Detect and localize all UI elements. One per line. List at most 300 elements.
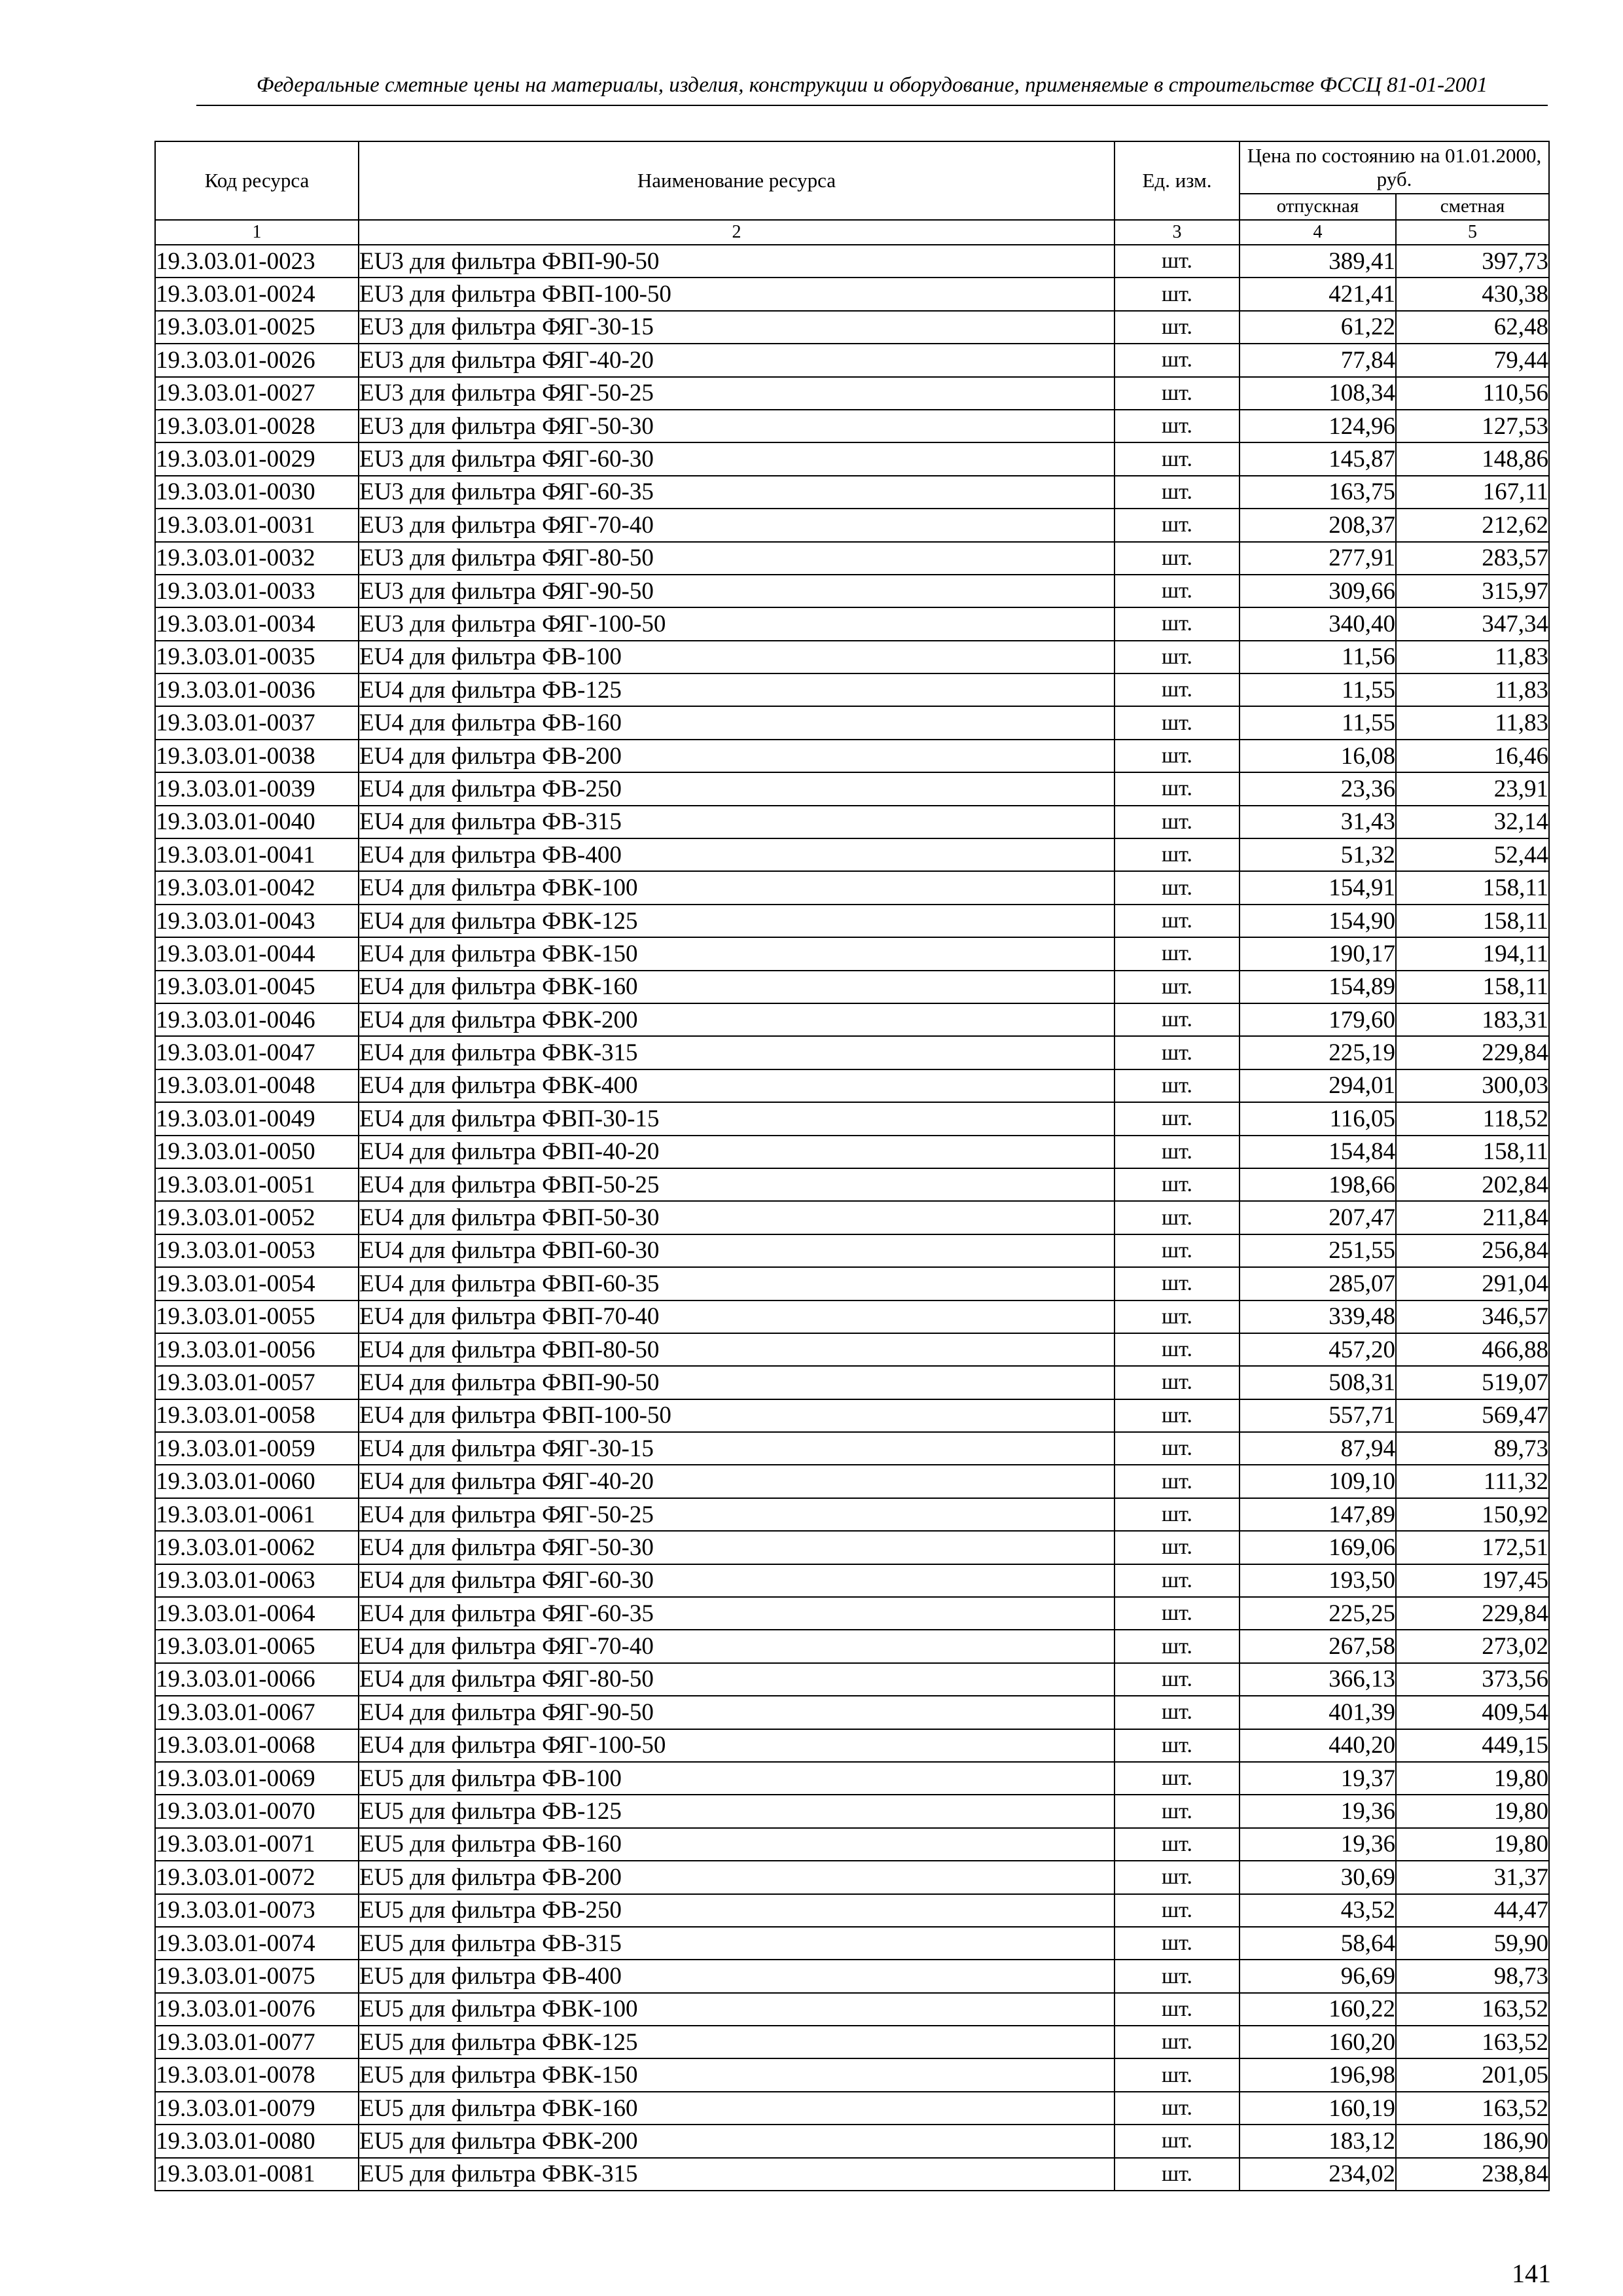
price-release: 234,02	[1240, 2158, 1396, 2191]
resource-code: 19.3.03.01-0039	[155, 772, 359, 805]
col-name-header: Наименование ресурса	[359, 141, 1115, 220]
resource-code: 19.3.03.01-0067	[155, 1696, 359, 1729]
col-number: 3	[1115, 220, 1240, 245]
resource-name: EU4 для фильтра ФЯГ-60-30	[359, 1564, 1115, 1597]
resource-name: EU3 для фильтра ФЯГ-70-40	[359, 509, 1115, 541]
table-row	[155, 1201, 1549, 1234]
table-row	[155, 772, 1549, 805]
price-release: 30,69	[1240, 1861, 1396, 1893]
price-estimate: 172,51	[1396, 1531, 1549, 1564]
price-estimate: 163,52	[1396, 2026, 1549, 2058]
table-row	[155, 1894, 1549, 1927]
unit: шт.	[1115, 377, 1240, 410]
price-release: 401,39	[1240, 1696, 1396, 1729]
unit: шт.	[1115, 905, 1240, 937]
unit: шт.	[1115, 1136, 1240, 1168]
resource-code: 19.3.03.01-0030	[155, 476, 359, 509]
price-release: 58,64	[1240, 1927, 1396, 1960]
resource-name: EU4 для фильтра ФВК-125	[359, 905, 1115, 937]
resource-name: EU3 для фильтра ФВП-100-50	[359, 278, 1115, 310]
price-release: 87,94	[1240, 1432, 1396, 1465]
table-row	[155, 1663, 1549, 1696]
price-release: 421,41	[1240, 278, 1396, 310]
resource-name: EU4 для фильтра ФЯГ-50-25	[359, 1498, 1115, 1531]
price-release: 389,41	[1240, 245, 1396, 278]
unit: шт.	[1115, 1927, 1240, 1960]
col-code-header: Код ресурса	[155, 141, 359, 220]
price-estimate: 347,34	[1396, 607, 1549, 640]
resource-name: EU4 для фильтра ФВП-90-50	[359, 1366, 1115, 1399]
resource-code: 19.3.03.01-0063	[155, 1564, 359, 1597]
price-estimate: 148,86	[1396, 442, 1549, 475]
price-estimate: 167,11	[1396, 476, 1549, 509]
unit: шт.	[1115, 1366, 1240, 1399]
price-release: 154,91	[1240, 871, 1396, 904]
price-estimate: 19,80	[1396, 1762, 1549, 1795]
unit: шт.	[1115, 2026, 1240, 2058]
price-estimate: 315,97	[1396, 575, 1549, 607]
table-row	[155, 509, 1549, 541]
unit: шт.	[1115, 1498, 1240, 1531]
unit: шт.	[1115, 1960, 1240, 1992]
table-row	[155, 673, 1549, 706]
price-estimate: 127,53	[1396, 410, 1549, 442]
resource-code: 19.3.03.01-0068	[155, 1729, 359, 1762]
resource-code: 19.3.03.01-0058	[155, 1399, 359, 1432]
resource-name: EU4 для фильтра ФВК-150	[359, 937, 1115, 970]
resource-name: EU5 для фильтра ФВ-160	[359, 1828, 1115, 1861]
table-row	[155, 871, 1549, 904]
resource-name: EU4 для фильтра ФВП-100-50	[359, 1399, 1115, 1432]
table-row	[155, 1036, 1549, 1069]
resource-name: EU4 для фильтра ФВП-80-50	[359, 1333, 1115, 1366]
table-row	[155, 2026, 1549, 2058]
unit: шт.	[1115, 1300, 1240, 1333]
price-estimate: 11,83	[1396, 706, 1549, 739]
table-row	[155, 1069, 1549, 1102]
price-release: 61,22	[1240, 311, 1396, 344]
resource-name: EU5 для фильтра ФВК-100	[359, 1993, 1115, 2026]
resource-name: EU4 для фильтра ФЯГ-60-35	[359, 1597, 1115, 1630]
table-row	[155, 838, 1549, 871]
table-row	[155, 442, 1549, 475]
table-row	[155, 1861, 1549, 1893]
resource-code: 19.3.03.01-0036	[155, 673, 359, 706]
unit: шт.	[1115, 542, 1240, 575]
resource-name: EU4 для фильтра ФВ-400	[359, 838, 1115, 871]
table-row	[155, 905, 1549, 937]
price-release: 19,36	[1240, 1828, 1396, 1861]
price-estimate: 31,37	[1396, 1861, 1549, 1893]
resource-code: 19.3.03.01-0044	[155, 937, 359, 970]
unit: шт.	[1115, 937, 1240, 970]
price-estimate: 466,88	[1396, 1333, 1549, 1366]
unit: шт.	[1115, 1663, 1240, 1696]
price-table	[154, 141, 1550, 2191]
table-row	[155, 1136, 1549, 1168]
price-estimate: 59,90	[1396, 1927, 1549, 1960]
price-estimate: 229,84	[1396, 1036, 1549, 1069]
table-row	[155, 542, 1549, 575]
resource-name: EU4 для фильтра ФВ-250	[359, 772, 1115, 805]
price-estimate: 283,57	[1396, 542, 1549, 575]
resource-code: 19.3.03.01-0075	[155, 1960, 359, 1992]
price-release: 285,07	[1240, 1267, 1396, 1300]
price-release: 160,22	[1240, 1993, 1396, 2026]
resource-code: 19.3.03.01-0065	[155, 1630, 359, 1662]
price-release: 294,01	[1240, 1069, 1396, 1102]
resource-name: EU3 для фильтра ФЯГ-30-15	[359, 311, 1115, 344]
table-row	[155, 1102, 1549, 1135]
table-row	[155, 1630, 1549, 1662]
unit: шт.	[1115, 1630, 1240, 1662]
price-release: 169,06	[1240, 1531, 1396, 1564]
price-release: 19,36	[1240, 1795, 1396, 1827]
price-estimate: 430,38	[1396, 278, 1549, 310]
table-row	[155, 1465, 1549, 1498]
unit: шт.	[1115, 971, 1240, 1003]
price-estimate: 273,02	[1396, 1630, 1549, 1662]
resource-name: EU3 для фильтра ФЯГ-100-50	[359, 607, 1115, 640]
unit: шт.	[1115, 2092, 1240, 2125]
price-estimate: 238,84	[1396, 2158, 1549, 2191]
resource-code: 19.3.03.01-0059	[155, 1432, 359, 1465]
resource-name: EU4 для фильтра ФВК-400	[359, 1069, 1115, 1102]
price-release: 251,55	[1240, 1234, 1396, 1267]
resource-code: 19.3.03.01-0053	[155, 1234, 359, 1267]
resource-code: 19.3.03.01-0079	[155, 2092, 359, 2125]
resource-name: EU4 для фильтра ФВ-125	[359, 673, 1115, 706]
resource-name: EU3 для фильтра ФЯГ-50-30	[359, 410, 1115, 442]
table-row	[155, 1696, 1549, 1729]
resource-code: 19.3.03.01-0064	[155, 1597, 359, 1630]
table-row	[155, 1399, 1549, 1432]
price-estimate: 163,52	[1396, 2092, 1549, 2125]
resource-name: EU5 для фильтра ФВК-160	[359, 2092, 1115, 2125]
unit: шт.	[1115, 278, 1240, 310]
resource-code: 19.3.03.01-0041	[155, 838, 359, 871]
price-release: 508,31	[1240, 1366, 1396, 1399]
table-row	[155, 1993, 1549, 2026]
unit: шт.	[1115, 2058, 1240, 2091]
unit: шт.	[1115, 476, 1240, 509]
unit: шт.	[1115, 1003, 1240, 1036]
resource-name: EU3 для фильтра ФЯГ-60-30	[359, 442, 1115, 475]
unit: шт.	[1115, 740, 1240, 772]
resource-name: EU4 для фильтра ФВК-315	[359, 1036, 1115, 1069]
table-row	[155, 706, 1549, 739]
unit: шт.	[1115, 1333, 1240, 1366]
price-estimate: 569,47	[1396, 1399, 1549, 1432]
price-estimate: 11,83	[1396, 673, 1549, 706]
resource-code: 19.3.03.01-0072	[155, 1861, 359, 1893]
resource-code: 19.3.03.01-0077	[155, 2026, 359, 2058]
price-estimate: 197,45	[1396, 1564, 1549, 1597]
resource-name: EU4 для фильтра ФВК-160	[359, 971, 1115, 1003]
unit: шт.	[1115, 1069, 1240, 1102]
unit: шт.	[1115, 1729, 1240, 1762]
unit: шт.	[1115, 1201, 1240, 1234]
col-number: 2	[359, 220, 1115, 245]
col-price-release-header: отпускная	[1240, 194, 1396, 220]
unit: шт.	[1115, 1696, 1240, 1729]
unit: шт.	[1115, 1102, 1240, 1135]
resource-name: EU4 для фильтра ФЯГ-80-50	[359, 1663, 1115, 1696]
resource-code: 19.3.03.01-0060	[155, 1465, 359, 1498]
resource-code: 19.3.03.01-0074	[155, 1927, 359, 1960]
resource-code: 19.3.03.01-0023	[155, 245, 359, 278]
page-number: 141	[1512, 2259, 1551, 2288]
table-row	[155, 2125, 1549, 2157]
table-body	[155, 245, 1549, 2191]
resource-name: EU3 для фильтра ФЯГ-40-20	[359, 344, 1115, 376]
table-row	[155, 1828, 1549, 1861]
unit: шт.	[1115, 311, 1240, 344]
resource-name: EU4 для фильтра ФЯГ-50-30	[359, 1531, 1115, 1564]
resource-code: 19.3.03.01-0057	[155, 1366, 359, 1399]
price-release: 440,20	[1240, 1729, 1396, 1762]
unit: шт.	[1115, 1465, 1240, 1498]
price-estimate: 98,73	[1396, 1960, 1549, 1992]
price-release: 196,98	[1240, 2058, 1396, 2091]
price-estimate: 44,47	[1396, 1894, 1549, 1927]
table-row	[155, 2158, 1549, 2191]
price-estimate: 110,56	[1396, 377, 1549, 410]
resource-code: 19.3.03.01-0069	[155, 1762, 359, 1795]
unit: шт.	[1115, 1564, 1240, 1597]
resource-name: EU3 для фильтра ФЯГ-90-50	[359, 575, 1115, 607]
resource-name: EU4 для фильтра ФВК-100	[359, 871, 1115, 904]
resource-code: 19.3.03.01-0046	[155, 1003, 359, 1036]
price-estimate: 118,52	[1396, 1102, 1549, 1135]
price-estimate: 150,92	[1396, 1498, 1549, 1531]
resource-code: 19.3.03.01-0048	[155, 1069, 359, 1102]
price-estimate: 158,11	[1396, 905, 1549, 937]
unit: шт.	[1115, 1234, 1240, 1267]
table-row	[155, 1333, 1549, 1366]
table-row	[155, 311, 1549, 344]
price-release: 198,66	[1240, 1168, 1396, 1201]
resource-name: EU4 для фильтра ФВП-50-25	[359, 1168, 1115, 1201]
price-estimate: 291,04	[1396, 1267, 1549, 1300]
resource-name: EU4 для фильтра ФВП-30-15	[359, 1102, 1115, 1135]
resource-code: 19.3.03.01-0040	[155, 806, 359, 838]
table-header	[155, 141, 1549, 245]
price-release: 366,13	[1240, 1663, 1396, 1696]
price-release: 109,10	[1240, 1465, 1396, 1498]
resource-code: 19.3.03.01-0025	[155, 311, 359, 344]
unit: шт.	[1115, 410, 1240, 442]
resource-code: 19.3.03.01-0066	[155, 1663, 359, 1696]
table-row	[155, 1597, 1549, 1630]
col-number: 1	[155, 220, 359, 245]
price-release: 145,87	[1240, 442, 1396, 475]
resource-code: 19.3.03.01-0037	[155, 706, 359, 739]
price-release: 339,48	[1240, 1300, 1396, 1333]
resource-name: EU4 для фильтра ФЯГ-40-20	[359, 1465, 1115, 1498]
unit: шт.	[1115, 1861, 1240, 1893]
resource-name: EU5 для фильтра ФВК-200	[359, 2125, 1115, 2157]
unit: шт.	[1115, 1399, 1240, 1432]
price-release: 124,96	[1240, 410, 1396, 442]
table-row	[155, 1168, 1549, 1201]
price-estimate: 519,07	[1396, 1366, 1549, 1399]
table-row	[155, 278, 1549, 310]
price-release: 277,91	[1240, 542, 1396, 575]
price-release: 154,90	[1240, 905, 1396, 937]
table-row	[155, 2092, 1549, 2125]
resource-name: EU4 для фильтра ФВП-60-35	[359, 1267, 1115, 1300]
resource-code: 19.3.03.01-0078	[155, 2058, 359, 2091]
unit: шт.	[1115, 1894, 1240, 1927]
price-release: 225,19	[1240, 1036, 1396, 1069]
price-estimate: 158,11	[1396, 1136, 1549, 1168]
unit: шт.	[1115, 442, 1240, 475]
col-price-estimate-header: сметная	[1396, 194, 1549, 220]
unit: шт.	[1115, 1597, 1240, 1630]
table-row	[155, 1795, 1549, 1827]
unit: шт.	[1115, 344, 1240, 376]
table-row	[155, 476, 1549, 509]
price-release: 207,47	[1240, 1201, 1396, 1234]
unit: шт.	[1115, 871, 1240, 904]
price-release: 340,40	[1240, 607, 1396, 640]
table-row	[155, 806, 1549, 838]
unit: шт.	[1115, 575, 1240, 607]
resource-name: EU5 для фильтра ФВ-125	[359, 1795, 1115, 1827]
price-release: 147,89	[1240, 1498, 1396, 1531]
table-row	[155, 1003, 1549, 1036]
table-row	[155, 377, 1549, 410]
unit: шт.	[1115, 706, 1240, 739]
price-release: 154,89	[1240, 971, 1396, 1003]
header-rule	[196, 105, 1548, 106]
price-release: 51,32	[1240, 838, 1396, 871]
table-row	[155, 1960, 1549, 1992]
resource-name: EU5 для фильтра ФВ-200	[359, 1861, 1115, 1893]
col-price-group-header: Цена по состоянию на 01.01.2000, руб.	[1240, 141, 1549, 194]
unit: шт.	[1115, 1432, 1240, 1465]
price-estimate: 158,11	[1396, 871, 1549, 904]
col-number: 5	[1396, 220, 1549, 245]
resource-code: 19.3.03.01-0051	[155, 1168, 359, 1201]
price-estimate: 212,62	[1396, 509, 1549, 541]
price-estimate: 397,73	[1396, 245, 1549, 278]
unit: шт.	[1115, 838, 1240, 871]
table-row	[155, 1531, 1549, 1564]
price-estimate: 32,14	[1396, 806, 1549, 838]
resource-name: EU5 для фильтра ФВ-315	[359, 1927, 1115, 1960]
price-estimate: 89,73	[1396, 1432, 1549, 1465]
resource-name: EU4 для фильтра ФЯГ-30-15	[359, 1432, 1115, 1465]
price-estimate: 409,54	[1396, 1696, 1549, 1729]
price-release: 16,08	[1240, 740, 1396, 772]
table-row	[155, 1267, 1549, 1300]
price-release: 108,34	[1240, 377, 1396, 410]
resource-code: 19.3.03.01-0034	[155, 607, 359, 640]
table-row	[155, 1762, 1549, 1795]
table-row	[155, 344, 1549, 376]
unit: шт.	[1115, 641, 1240, 673]
price-estimate: 373,56	[1396, 1663, 1549, 1696]
resource-name: EU3 для фильтра ФЯГ-80-50	[359, 542, 1115, 575]
resource-code: 19.3.03.01-0050	[155, 1136, 359, 1168]
price-estimate: 16,46	[1396, 740, 1549, 772]
price-release: 457,20	[1240, 1333, 1396, 1366]
resource-code: 19.3.03.01-0076	[155, 1993, 359, 2026]
price-release: 309,66	[1240, 575, 1396, 607]
unit: шт.	[1115, 2125, 1240, 2157]
table-row	[155, 971, 1549, 1003]
resource-code: 19.3.03.01-0055	[155, 1300, 359, 1333]
price-estimate: 202,84	[1396, 1168, 1549, 1201]
unit: шт.	[1115, 2158, 1240, 2191]
unit: шт.	[1115, 1993, 1240, 2026]
resource-name: EU3 для фильтра ФЯГ-50-25	[359, 377, 1115, 410]
resource-code: 19.3.03.01-0047	[155, 1036, 359, 1069]
unit: шт.	[1115, 245, 1240, 278]
resource-code: 19.3.03.01-0081	[155, 2158, 359, 2191]
table-row	[155, 245, 1549, 278]
resource-code: 19.3.03.01-0038	[155, 740, 359, 772]
price-release: 160,20	[1240, 2026, 1396, 2058]
resource-code: 19.3.03.01-0027	[155, 377, 359, 410]
price-release: 23,36	[1240, 772, 1396, 805]
price-release: 179,60	[1240, 1003, 1396, 1036]
resource-name: EU4 для фильтра ФВ-200	[359, 740, 1115, 772]
unit: шт.	[1115, 1828, 1240, 1861]
resource-name: EU4 для фильтра ФЯГ-70-40	[359, 1630, 1115, 1662]
price-release: 208,37	[1240, 509, 1396, 541]
unit: шт.	[1115, 607, 1240, 640]
resource-code: 19.3.03.01-0056	[155, 1333, 359, 1366]
running-header: Федеральные сметные цены на материалы, изделия, конструкции и оборудование, применяемые в строительстве ФССЦ 81-01-2001	[256, 73, 1488, 97]
price-estimate: 256,84	[1396, 1234, 1549, 1267]
resource-name: EU4 для фильтра ФВП-60-30	[359, 1234, 1115, 1267]
price-estimate: 229,84	[1396, 1597, 1549, 1630]
unit: шт.	[1115, 806, 1240, 838]
price-release: 267,58	[1240, 1630, 1396, 1662]
price-estimate: 52,44	[1396, 838, 1549, 871]
resource-name: EU5 для фильтра ФВК-125	[359, 2026, 1115, 2058]
resource-code: 19.3.03.01-0028	[155, 410, 359, 442]
price-estimate: 158,11	[1396, 971, 1549, 1003]
price-estimate: 201,05	[1396, 2058, 1549, 2091]
table-row	[155, 1498, 1549, 1531]
price-estimate: 186,90	[1396, 2125, 1549, 2157]
price-release: 225,25	[1240, 1597, 1396, 1630]
resource-code: 19.3.03.01-0071	[155, 1828, 359, 1861]
table-row	[155, 410, 1549, 442]
price-release: 163,75	[1240, 476, 1396, 509]
price-release: 116,05	[1240, 1102, 1396, 1135]
unit: шт.	[1115, 1036, 1240, 1069]
resource-code: 19.3.03.01-0024	[155, 278, 359, 310]
price-release: 31,43	[1240, 806, 1396, 838]
resource-name: EU5 для фильтра ФВ-250	[359, 1894, 1115, 1927]
price-estimate: 211,84	[1396, 1201, 1549, 1234]
resource-code: 19.3.03.01-0032	[155, 542, 359, 575]
resource-code: 19.3.03.01-0049	[155, 1102, 359, 1135]
table-row	[155, 641, 1549, 673]
resource-name: EU4 для фильтра ФВ-100	[359, 641, 1115, 673]
price-estimate: 11,83	[1396, 641, 1549, 673]
table-row	[155, 740, 1549, 772]
resource-name: EU4 для фильтра ФВП-50-30	[359, 1201, 1115, 1234]
table-row	[155, 1432, 1549, 1465]
price-release: 193,50	[1240, 1564, 1396, 1597]
price-estimate: 23,91	[1396, 772, 1549, 805]
